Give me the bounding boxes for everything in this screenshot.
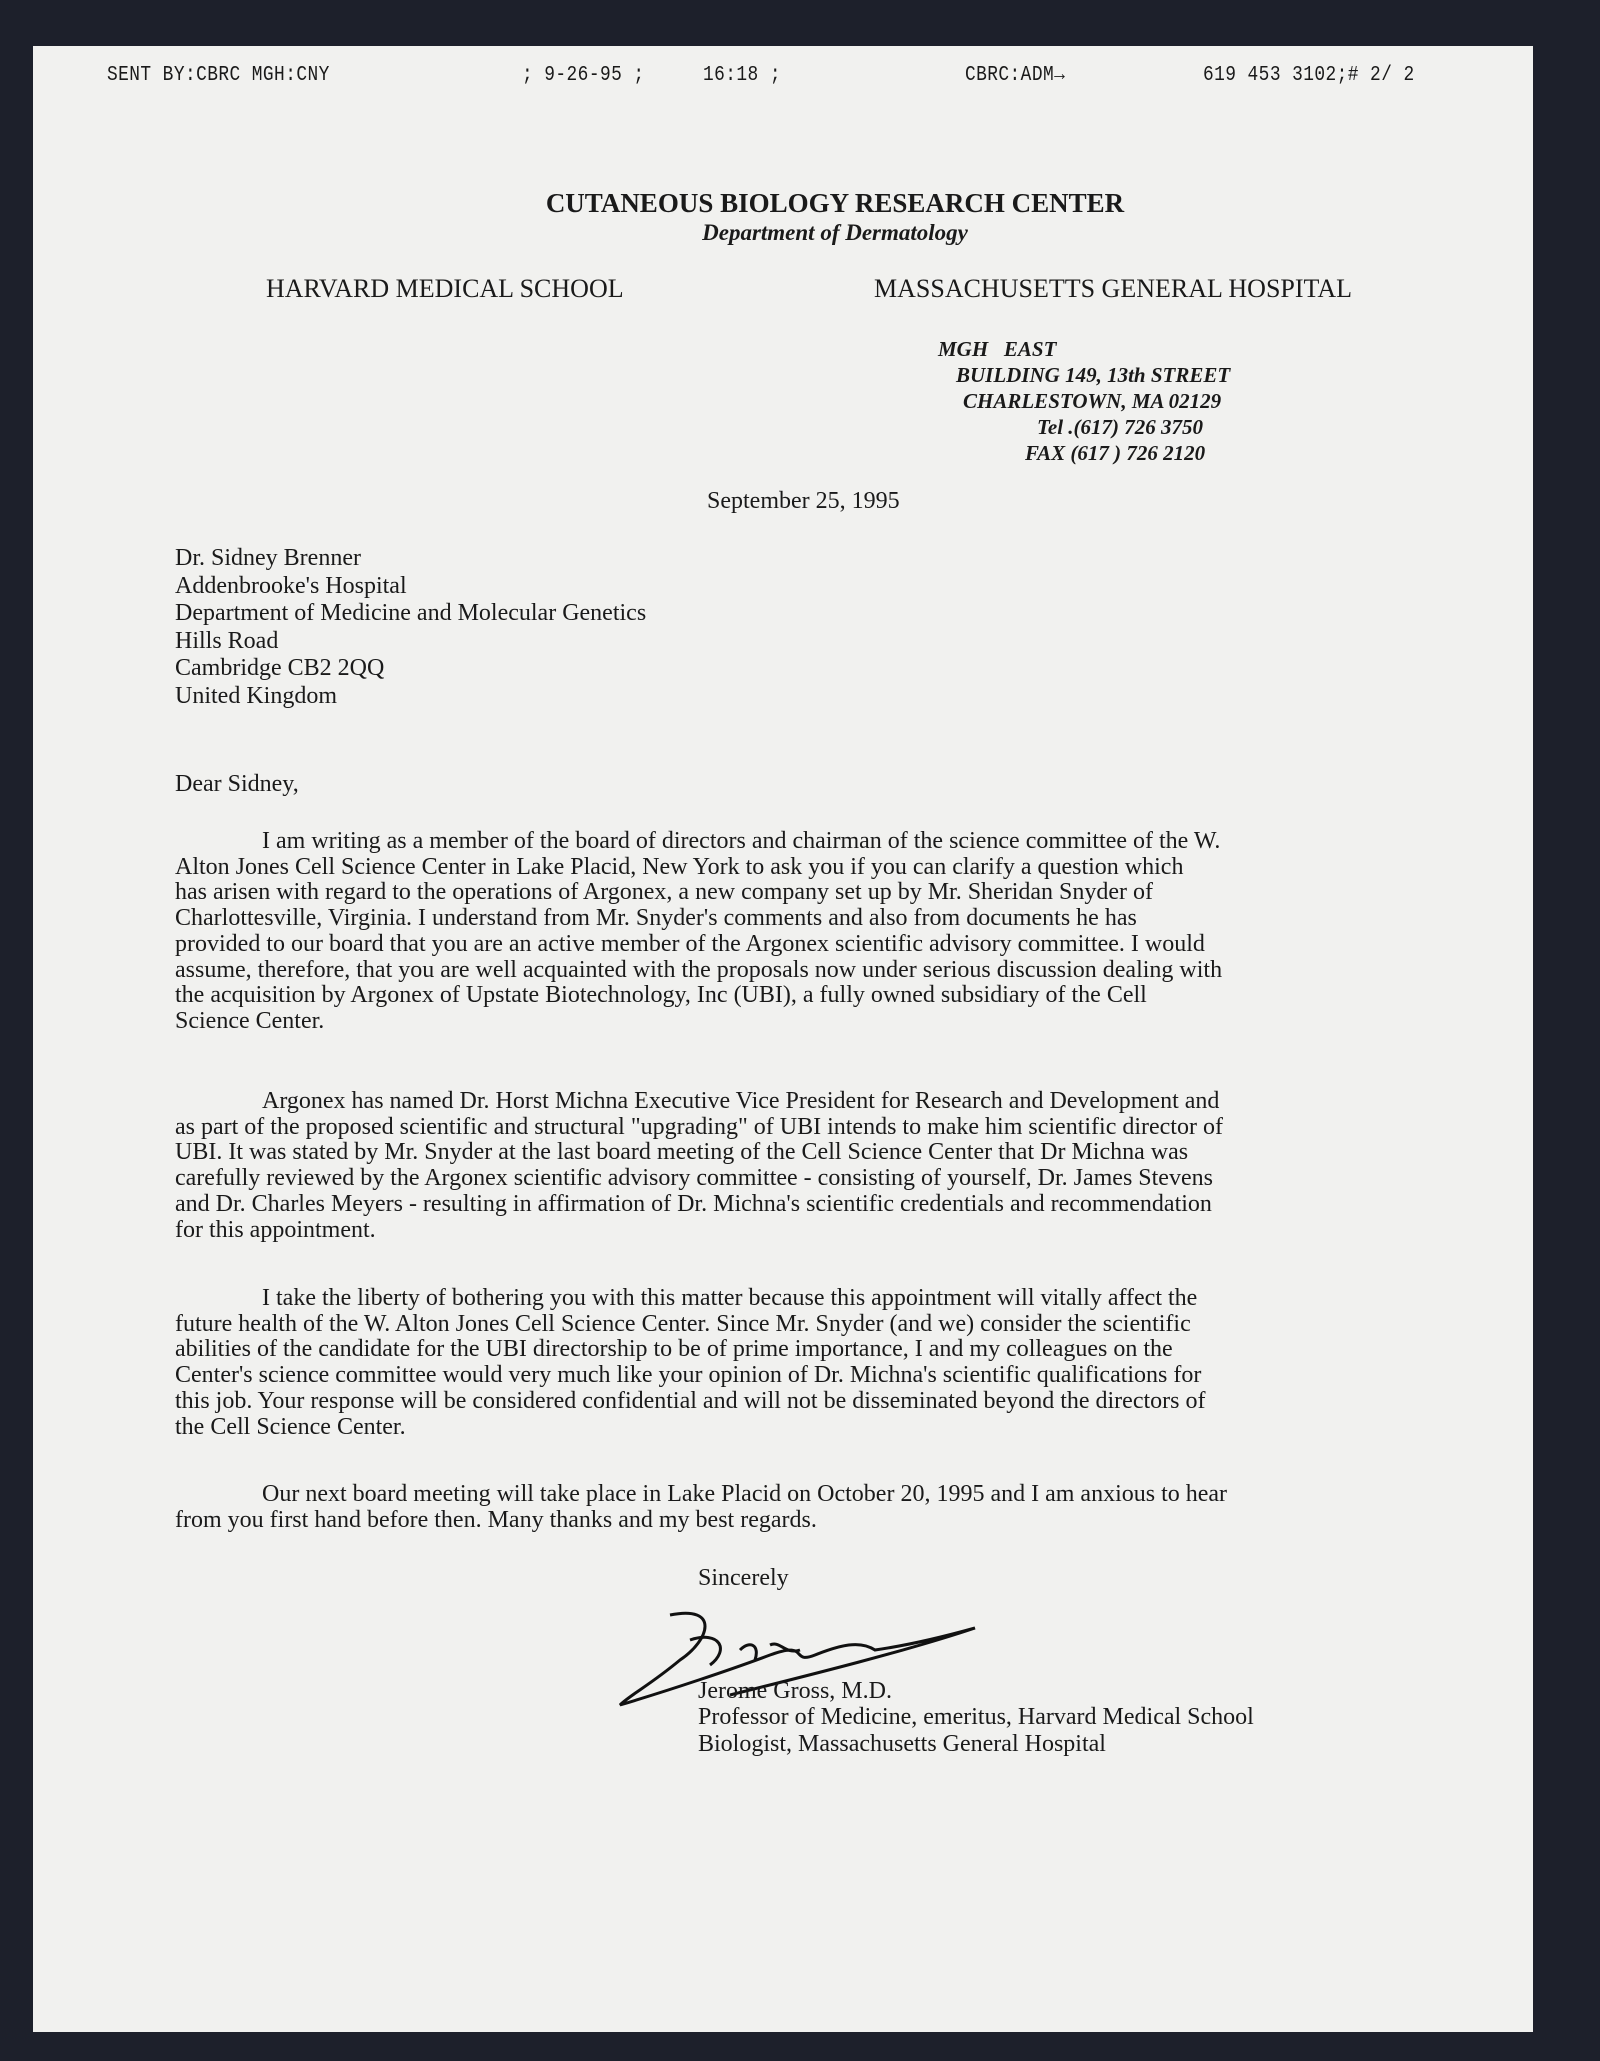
recipient-line: Dr. Sidney Brenner [175, 545, 361, 571]
text-line: as part of the proposed scientific and structural "upgrading" of UBI intends to make him scientific director of [175, 1113, 1223, 1140]
harvard-medical-school: HARVARD MEDICAL SCHOOL [266, 274, 624, 303]
text-line: assume, therefore, that you are well acquainted with the proposals now under serious discussion dealing with [175, 956, 1223, 983]
text-line: this job. Your response will be considered confidential and will not be disseminated beyond the directors of [175, 1387, 1206, 1414]
recipient-address [175, 545, 1465, 710]
recipient-line: Addenbrooke's Hospital [175, 572, 407, 599]
text-line: for this appointment. [175, 1216, 376, 1243]
text-line: from you first hand before then. Many thanks and my best regards. [175, 1506, 817, 1533]
paragraph-3 [175, 1286, 1465, 1440]
paragraph-1 [175, 829, 1465, 1035]
text-line: Science Center. [175, 1007, 325, 1034]
text-line: I take the liberty of bothering you with this matter because this appointment will vitally affect the [262, 1285, 1198, 1311]
text-line: abilities of the candidate for the UBI directorship to be of prime importance, I and my colleagues on the [175, 1336, 1173, 1363]
address-line: BUILDING 149, 13th STREET [956, 363, 1231, 387]
text-line: the acquisition by Argonex of Upstate Biotechnology, Inc (UBI), a fully owned subsidiary of the Cell [175, 982, 1147, 1009]
letter-date: September 25, 1995 [707, 488, 900, 514]
signer-name: Jerome Gross, M.D. [698, 1678, 892, 1704]
salutation: Dear Sidney, [175, 771, 299, 797]
text-line: Our next board meeting will take place in Lake Placid on October 20, 1995 and I am anxious to hear [262, 1481, 1228, 1507]
address-line: CHARLESTOWN, MA 02129 [963, 389, 1222, 413]
text-line: and Dr. Charles Meyers - resulting in affirmation of Dr. Michna's scientific credentials and recommendation [175, 1190, 1212, 1217]
text-line: the Cell Science Center. [175, 1413, 406, 1440]
text-line: I am writing as a member of the board of directors and chairman of the science committee of the W. [262, 828, 1221, 854]
address-tel: Tel .(617) 726 3750 [1037, 415, 1204, 439]
paragraph-2 [175, 1089, 1465, 1243]
address-fax: FAX (617 ) 726 2120 [1025, 441, 1206, 465]
fax-sender: SENT BY:CBRC MGH:CNY [107, 64, 330, 87]
recipient-line: Cambridge CB2 2QQ [175, 655, 385, 681]
text-line: Alton Jones Cell Science Center in Lake Placid, New York to ask you if you can clarify a question which [175, 853, 1184, 880]
signer-affiliation: Biologist, Massachusetts General Hospital [698, 1731, 1106, 1757]
fax-destination: CBRC:ADM→ [965, 64, 1066, 87]
text-line: UBI. It was stated by Mr. Snyder at the last board meeting of the Cell Science Center that Dr Michna was [175, 1139, 1189, 1166]
letterhead-department: Department of Dermatology [702, 220, 968, 245]
text-line: Charlottesville, Virginia. I understand from Mr. Snyder's comments and also from documents he has [175, 905, 1137, 932]
text-line: Argonex has named Dr. Horst Michna Executive Vice President for Research and Development and [262, 1088, 1220, 1114]
recipient-line: United Kingdom [175, 682, 337, 709]
recipient-line: Department of Medicine and Molecular Genetics [175, 600, 647, 626]
text-line: Center's science committee would very much like your opinion of Dr. Michna's scientific qualifications for [175, 1362, 1202, 1389]
massachusetts-general-hospital: MASSACHUSETTS GENERAL HOSPITAL [874, 274, 1352, 303]
text-line: future health of the W. Alton Jones Cell Science Center. Since Mr. Snyder (and we) consider the scientific [175, 1310, 1191, 1337]
recipient-line: Hills Road [175, 627, 279, 654]
signer-title: Professor of Medicine, emeritus, Harvard Medical School [698, 1704, 1254, 1730]
closing: Sincerely [698, 1565, 789, 1591]
fax-time: 16:18 ; [703, 64, 781, 87]
text-line: has arisen with regard to the operations of Argonex, a new company set up by Mr. Sheridan Snyder of [175, 879, 1153, 906]
fax-date: ; 9-26-95 ; [522, 64, 645, 87]
text-line: carefully reviewed by the Argonex scientific advisory committee - consisting of yourself, Dr. James Stevens [175, 1165, 1213, 1192]
text-line: provided to our board that you are an active member of the Argonex scientific advisory committee. I would [175, 930, 1205, 957]
letterhead-title: CUTANEOUS BIOLOGY RESEARCH CENTER [545, 188, 1125, 218]
paragraph-4 [175, 1482, 1465, 1533]
address-line: MGH EAST [938, 337, 1057, 361]
fax-number-page: 619 453 3102;# 2/ 2 [1203, 64, 1415, 87]
